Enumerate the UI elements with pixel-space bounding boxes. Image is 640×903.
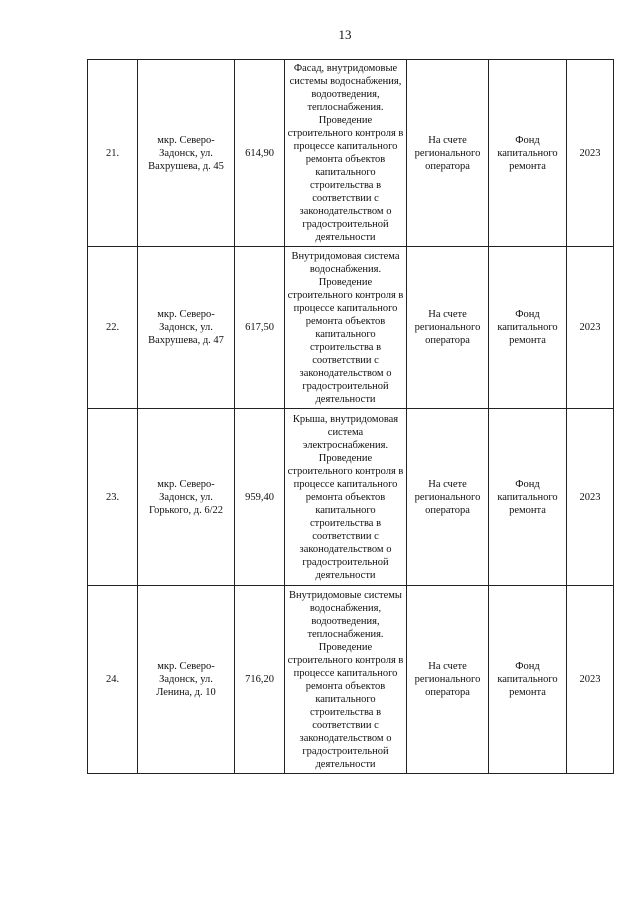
fund-account: На счете регионального оператора <box>407 247 489 409</box>
funding-source: Фонд капитального ремонта <box>489 586 567 774</box>
row-number: 23. <box>88 409 138 586</box>
building-area: 614,90 <box>235 60 285 247</box>
row-number: 22. <box>88 247 138 409</box>
repair-year: 2023 <box>567 409 614 586</box>
repair-year: 2023 <box>567 586 614 774</box>
table-row <box>88 247 614 409</box>
building-area: 617,50 <box>235 247 285 409</box>
table-row <box>88 409 614 586</box>
fund-account: На счете регионального оператора <box>407 409 489 586</box>
building-area: 959,40 <box>235 409 285 586</box>
repair-works: Фасад, внутридомовые системы водоснабжения, водоотведения, теплоснабжения. Проведение строительного контроля в процессе капитального ремонта объектов капитального строительства в соответствии с законодательством о градостроительной деятельности <box>285 60 407 247</box>
funding-source: Фонд капитального ремонта <box>489 409 567 586</box>
building-address: мкр. Северо-Задонск, ул. Вахрушева, д. 47 <box>138 247 235 409</box>
building-address: мкр. Северо-Задонск, ул. Ленина, д. 10 <box>138 586 235 774</box>
repair-works: Внутридомовые системы водоснабжения, водоотведения, теплоснабжения. Проведение строительного контроля в процессе капитального ремонта объектов капитального строительства в соответствии с законодательством о градостроительной деятельности <box>285 586 407 774</box>
repair-year: 2023 <box>567 247 614 409</box>
row-number: 21. <box>88 60 138 247</box>
row-number: 24. <box>88 586 138 774</box>
fund-account: На счете регионального оператора <box>407 60 489 247</box>
table-row <box>88 586 614 774</box>
building-area: 716,20 <box>235 586 285 774</box>
repair-works: Крыша, внутридомовая система электроснабжения. Проведение строительного контроля в процессе капитального ремонта объектов капитального строительства в соответствии с законодательством о градостроительной деятельности <box>285 409 407 586</box>
repair-program-table <box>87 59 614 774</box>
fund-account: На счете регионального оператора <box>407 586 489 774</box>
building-address: мкр. Северо-Задонск, ул. Вахрушева, д. 45 <box>138 60 235 247</box>
table-row <box>88 60 614 247</box>
repair-year: 2023 <box>567 60 614 247</box>
funding-source: Фонд капитального ремонта <box>489 60 567 247</box>
funding-source: Фонд капитального ремонта <box>489 247 567 409</box>
building-address: мкр. Северо-Задонск, ул. Горького, д. 6/22 <box>138 409 235 586</box>
page-number: 13 <box>338 27 352 42</box>
repair-works: Внутридомовая система водоснабжения. Проведение строительного контроля в процессе капитального ремонта объектов капитального строительства в соответствии с законодательством о градостроительной деятельности <box>285 247 407 409</box>
